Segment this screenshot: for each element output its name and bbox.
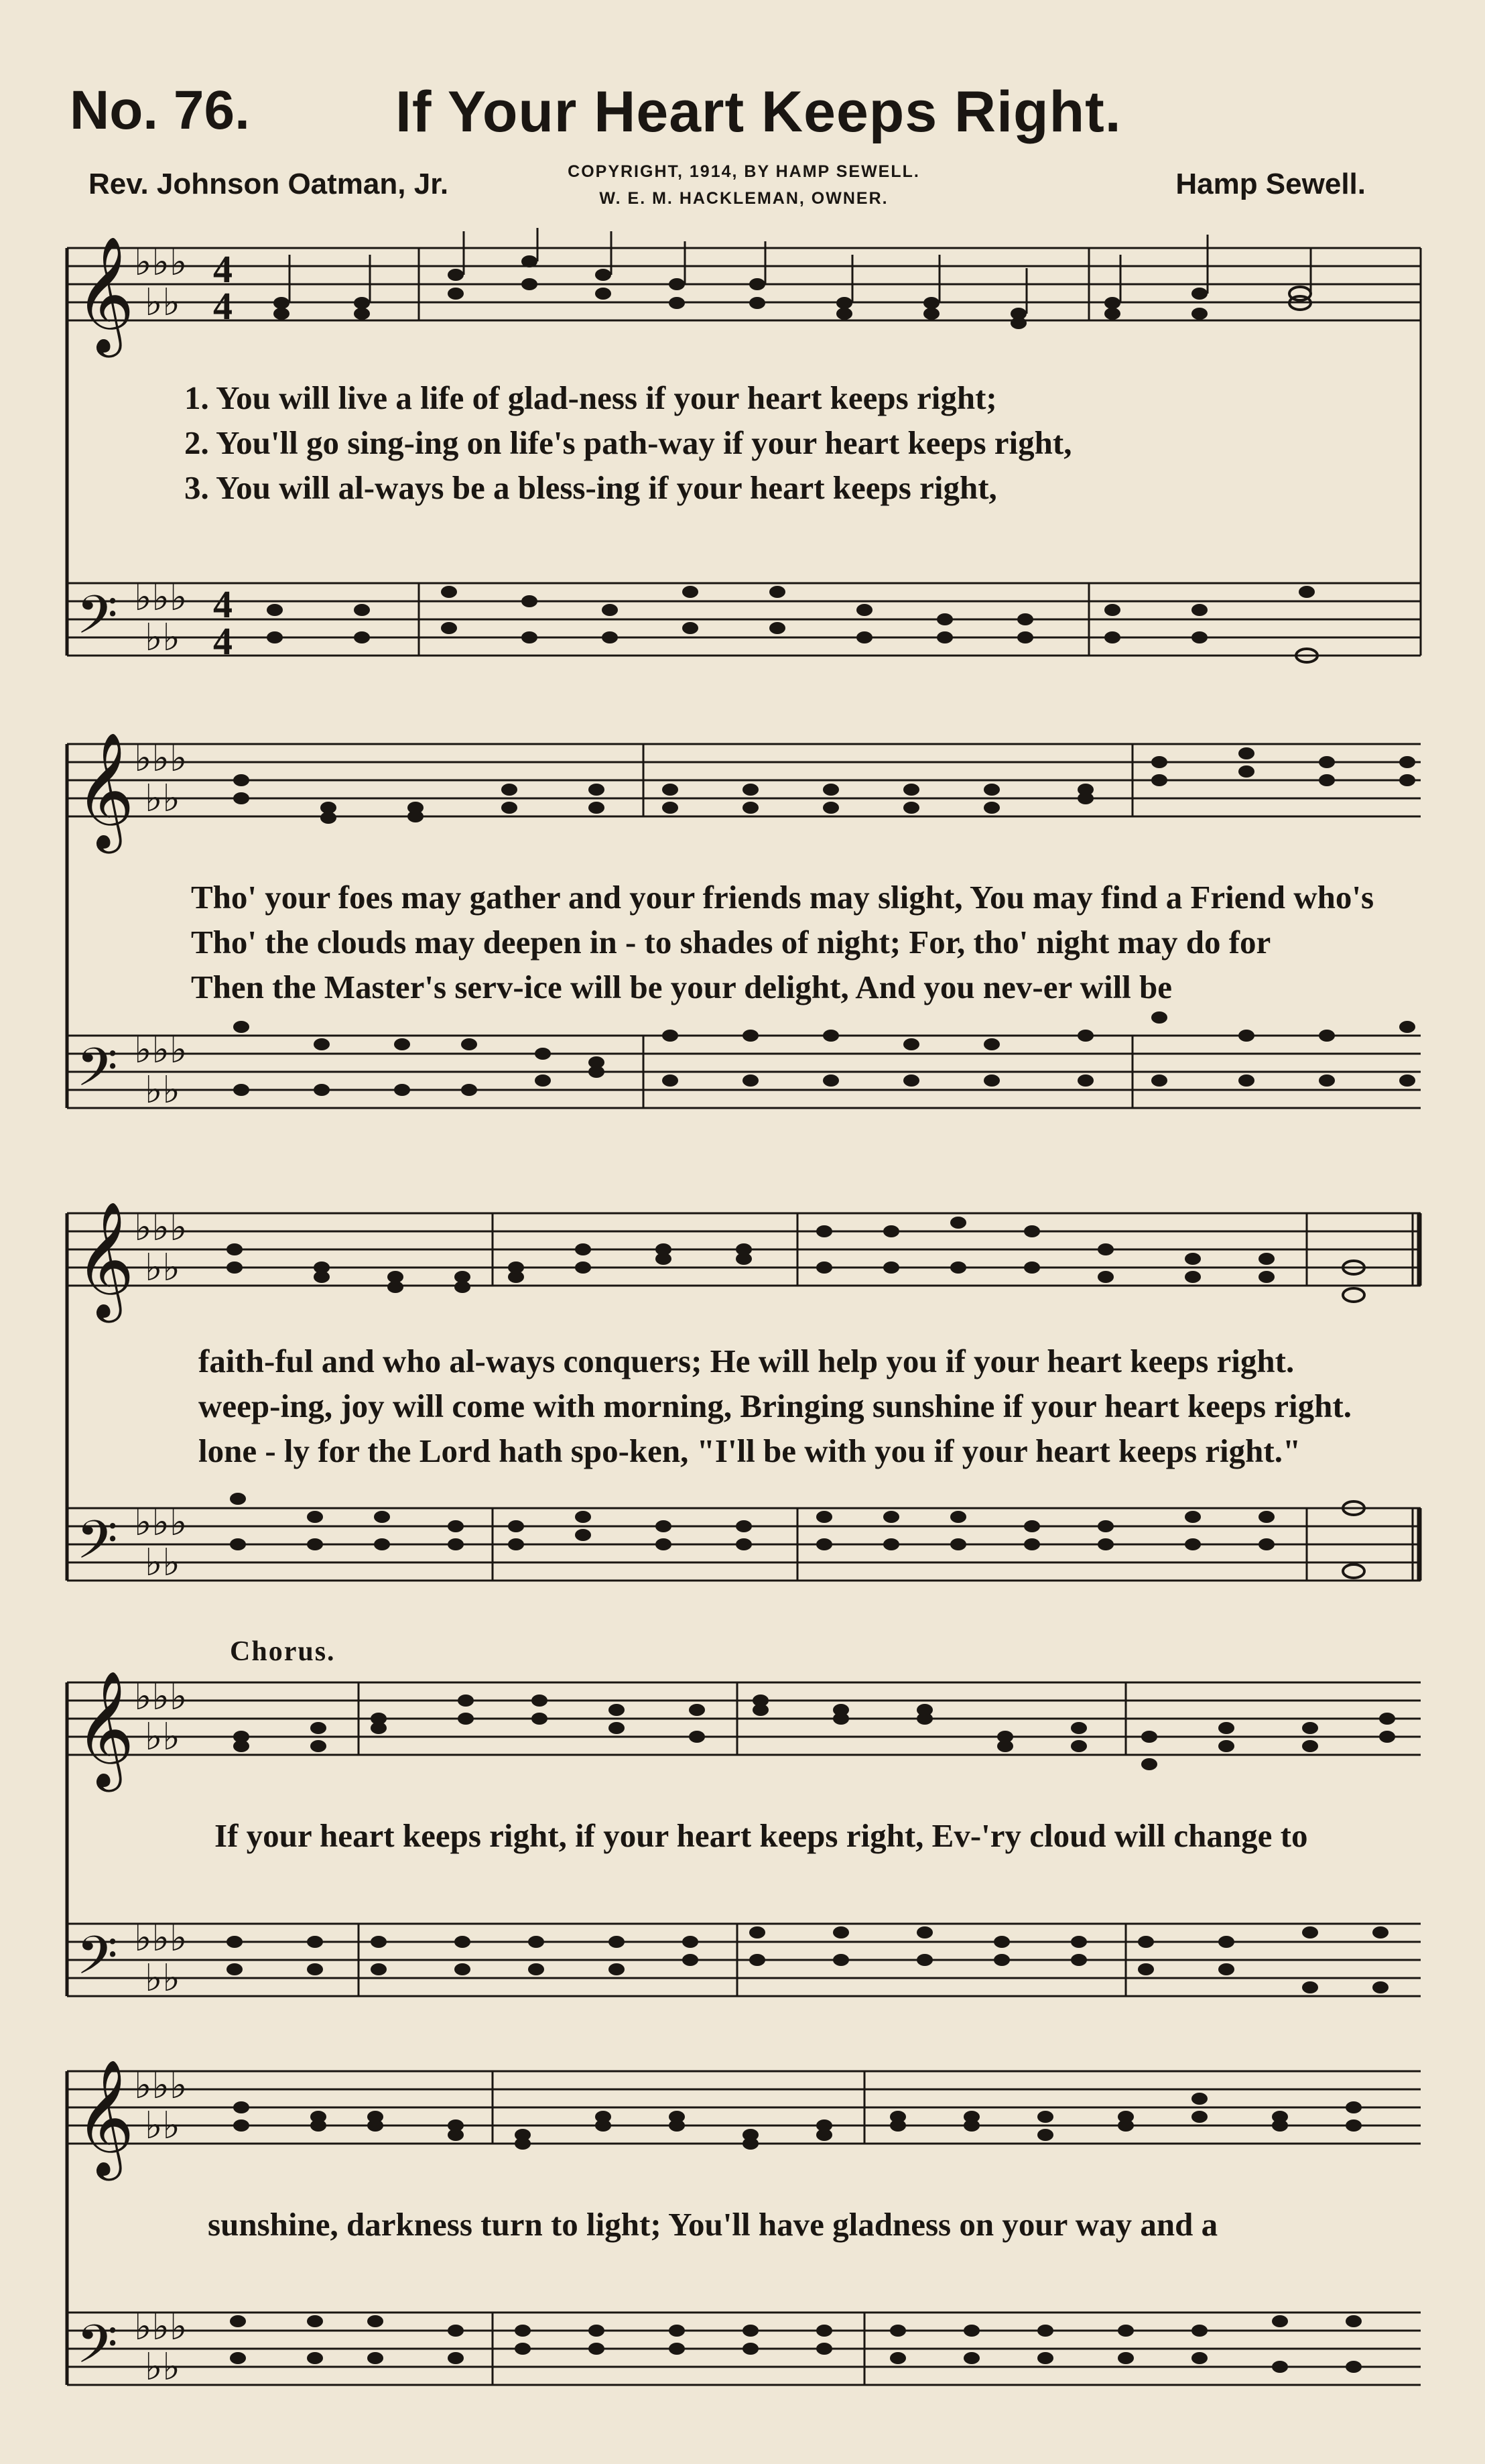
music-system-4 (0, 1649, 1485, 2011)
svg-text:4: 4 (213, 582, 233, 626)
svg-text:♭♭: ♭♭ (145, 281, 180, 324)
lyricist-credit: Rev. Johnson Oatman, Jr. (88, 168, 449, 200)
svg-text:♭♭: ♭♭ (145, 1715, 180, 1759)
svg-text:♭♭: ♭♭ (145, 616, 180, 660)
treble-clef-icon: 𝄞 (75, 236, 135, 353)
verse-3-line-2: Then the Master's serv-ice will be your delight, And you nev-er will be (191, 969, 1173, 1005)
svg-text:𝄞: 𝄞 (75, 1670, 135, 1787)
bass-clef-icon: 𝄢 (76, 584, 118, 659)
music-system-5 (0, 2038, 1485, 2426)
svg-text:𝄞: 𝄞 (75, 732, 135, 849)
svg-text:𝄢: 𝄢 (76, 1036, 118, 1111)
music-system-2 (0, 711, 1485, 1126)
treble-notes (233, 2093, 1362, 2150)
svg-text:♭♭♭: ♭♭♭ (134, 1501, 188, 1544)
time-signature-top: 4 (213, 247, 233, 291)
svg-text:♭♭: ♭♭ (145, 1957, 180, 2000)
verse-2-line-1: 2. You'll go sing-ing on life's path-way if your heart keeps right, (184, 424, 1072, 461)
treble-notes (233, 747, 1415, 824)
svg-text:♭♭♭: ♭♭♭ (134, 737, 188, 780)
copyright-notice (529, 158, 958, 212)
svg-text:♭♭: ♭♭ (145, 1541, 180, 1585)
svg-text:𝄞: 𝄞 (75, 2059, 135, 2176)
svg-text:♭♭: ♭♭ (145, 1246, 180, 1290)
svg-text:♭♭: ♭♭ (145, 1068, 180, 1112)
svg-text:♭♭♭: ♭♭♭ (134, 2305, 188, 2349)
copyright-line-2: W. E. M. HACKLEMAN, OWNER. (599, 189, 889, 208)
svg-text:♭♭♭: ♭♭♭ (134, 1675, 188, 1719)
composer-credit: Hamp Sewell. (1175, 168, 1366, 200)
chorus-label: Chorus. (230, 1636, 336, 1667)
svg-text:♭♭♭: ♭♭♭ (134, 2064, 188, 2107)
svg-text:♭♭: ♭♭ (145, 2345, 180, 2389)
treble-notes (233, 1695, 1395, 1770)
treble-notes (227, 1217, 1364, 1302)
time-signature-bottom: 4 (213, 284, 233, 328)
svg-text:𝄢: 𝄢 (76, 2313, 118, 2388)
verse-2-line-3: weep-ing, joy will come with morning, Bringing sunshine if your heart keeps right. (198, 1388, 1352, 1424)
hymn-number: No. 76. (70, 80, 250, 141)
verse-2-line-2: Tho' the clouds may deepen in - to shades of night; For, tho' night may do for (191, 924, 1271, 961)
svg-text:𝄢: 𝄢 (76, 1509, 118, 1584)
svg-text:♭♭: ♭♭ (145, 777, 180, 820)
chorus-line-2: sunshine, darkness turn to light; You'll have gladness on your way and a (208, 2206, 1218, 2243)
score-staves (0, 711, 1485, 1126)
music-system-1 (0, 228, 1485, 670)
music-system-3 (0, 1180, 1485, 1595)
svg-text:4: 4 (213, 619, 233, 663)
svg-text:𝄞: 𝄞 (75, 1201, 135, 1318)
chorus-line-1: If your heart keeps right, if your heart keeps right, Ev-'ry cloud will change to (214, 1817, 1308, 1854)
verse-1-line-1: 1. You will live a life of glad-ness if your heart keeps right; (184, 379, 997, 416)
svg-text:♭♭♭: ♭♭♭ (134, 1028, 188, 1072)
bass-notes (267, 586, 1317, 662)
copyright-line-1: COPYRIGHT, 1914, BY HAMP SEWELL. (568, 162, 920, 181)
verse-1-line-2: Tho' your foes may gather and your friends may slight, You may find a Friend who's (191, 879, 1374, 916)
svg-text:♭♭♭: ♭♭♭ (134, 1916, 188, 1960)
svg-text:♭♭♭: ♭♭♭ (134, 1206, 188, 1249)
key-signature-flats-icon: ♭♭♭ (134, 241, 188, 284)
svg-text:♭♭: ♭♭ (145, 2104, 180, 2148)
verse-3-line-3: lone - ly for the Lord hath spo-ken, "I'll be with you if your heart keeps right." (198, 1432, 1301, 1469)
hymn-title: If Your Heart Keeps Right. (395, 80, 1122, 144)
verse-3-line-1: 3. You will al-ways be a bless-ing if your heart keeps right, (184, 469, 997, 506)
verse-1-line-3: faith-ful and who al-ways conquers; He will help you if your heart keeps right. (198, 1343, 1295, 1379)
svg-text:𝄢: 𝄢 (76, 1924, 118, 1999)
bass-notes (230, 2315, 1362, 2373)
svg-text:♭♭♭: ♭♭♭ (134, 576, 188, 619)
